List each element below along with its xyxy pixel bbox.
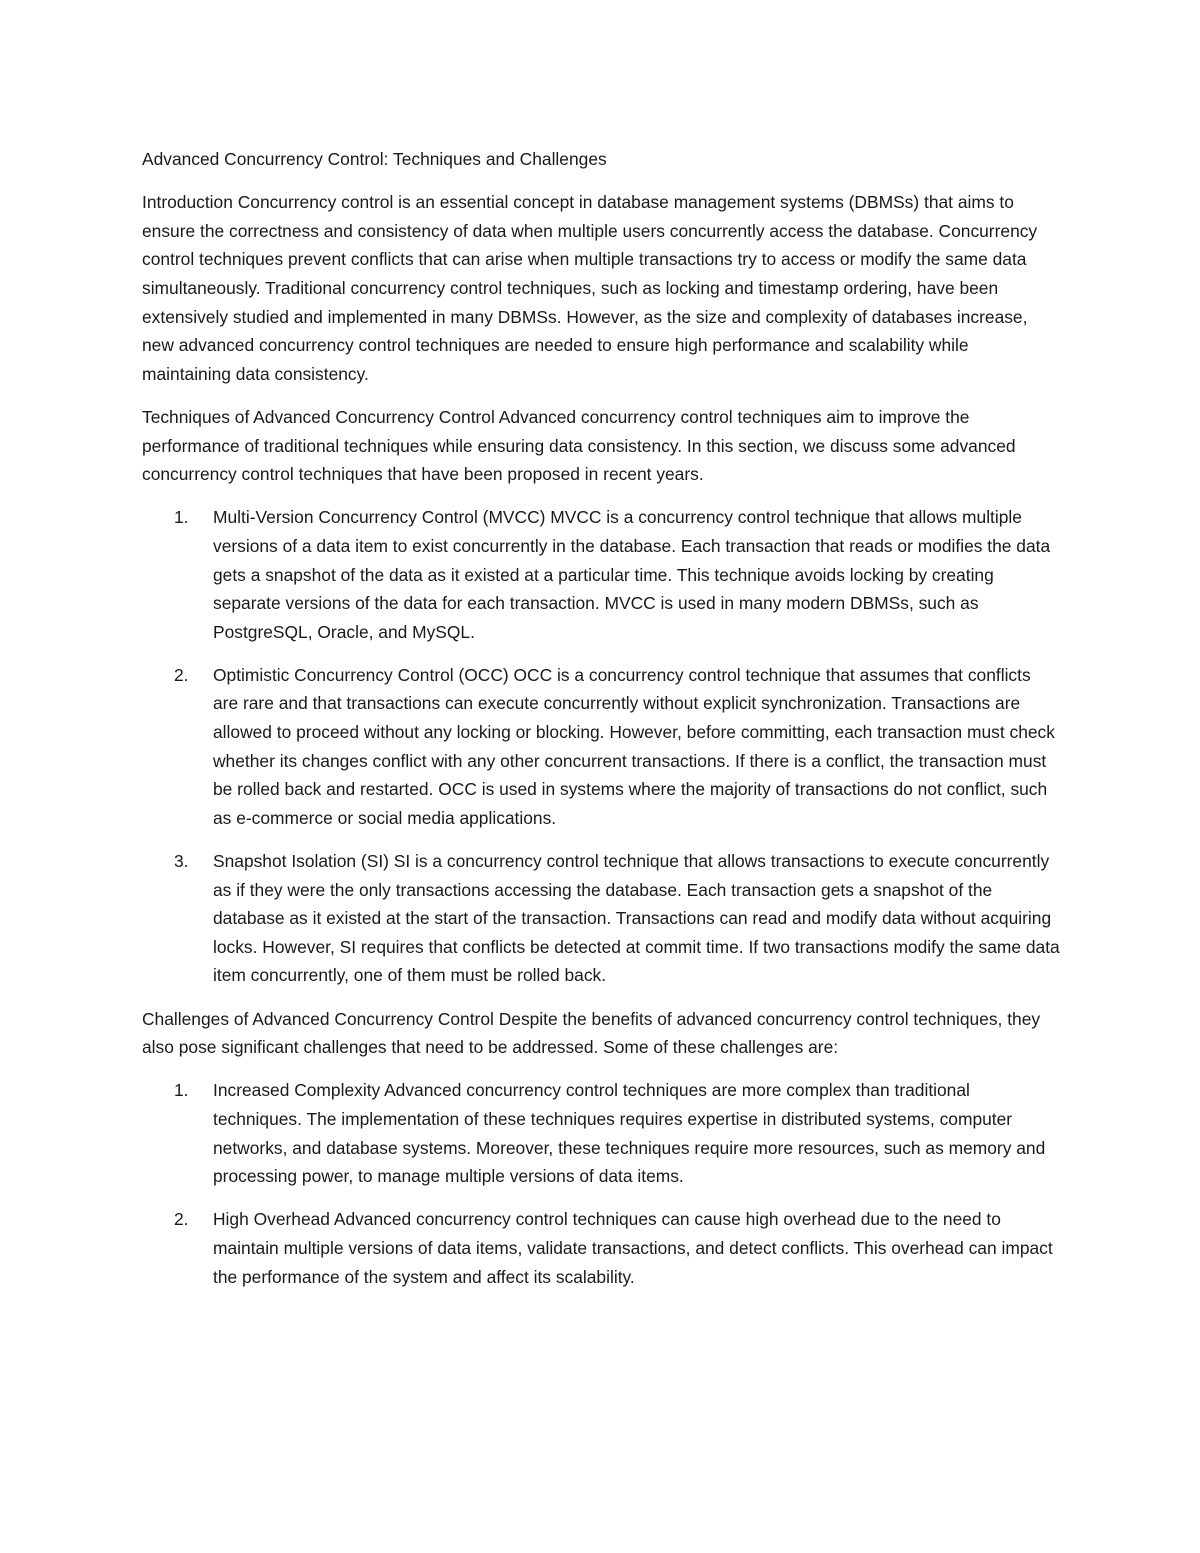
techniques-list (142, 503, 1060, 990)
list-item (142, 847, 1060, 990)
list-item (142, 661, 1060, 833)
document-title: Advanced Concurrency Control: Techniques and Challenges (142, 149, 607, 169)
list-item-number: 2. (174, 664, 189, 685)
list-item-text: High Overhead Advanced concurrency control techniques can cause high overhead due to the need to maintain multiple versions of data items, validate transactions, and detect conflicts. This overhead can impact the performance of the system and affect its scalability. (213, 1209, 1053, 1287)
list-item-number: 1. (174, 507, 189, 528)
list-item-text: Multi-Version Concurrency Control (MVCC) MVCC is a concurrency control technique that allows multiple versions of a data item to exist concurrently in the database. Each transaction that reads or modifies the data gets a snapshot of the data as it existed at a particular time. This technique avoids locking by creating separate versions of the data for each transaction. MVCC is used in many modern DBMSs, such as PostgreSQL, Oracle, and MySQL. (213, 507, 1051, 642)
list-item-number: 3. (174, 851, 189, 872)
list-item-number: 2. (174, 1209, 189, 1230)
list-item-text: Snapshot Isolation (SI) SI is a concurrency control technique that allows transactions to execute concurrently as if they were the only transactions accessing the database. Each transaction gets a snapshot of the database as it existed at the start of the transaction. Transactions can read and modify data without acquiring locks. However, SI requires that conflicts be detected at commit time. If two transactions modify the same data item concurrently, one of them must be rolled back. (213, 851, 1060, 986)
intro-paragraph: Introduction Concurrency control is an essential concept in database management systems (DBMSs) that aims to ensure the correctness and consistency of data when multiple users concurrently access the database. Concurrency control techniques prevent conflicts that can arise when multiple transactions try to access or modify the same data simultaneously. Traditional concurrency control techniques, such as locking and timestamp ordering, have been extensively studied and implemented in many DBMSs. However, as the size and complexity of databases increase, new advanced concurrency control techniques are needed to ensure high performance and scalability while maintaining data consistency. (142, 192, 1038, 384)
list-item-number: 1. (174, 1080, 189, 1101)
challenges-list (142, 1076, 1060, 1291)
list-item (142, 1076, 1060, 1190)
list-item (142, 503, 1060, 646)
list-item-text: Increased Complexity Advanced concurrency control techniques are more complex than traditional techniques. The implementation of these techniques requires expertise in distributed systems, computer networks, and database systems. Moreover, these techniques require more resources, such as memory and processing power, to manage multiple versions of data items. (213, 1080, 1046, 1187)
list-item-text: Optimistic Concurrency Control (OCC) OCC is a concurrency control technique that assumes that conflicts are rare and that transactions can execute concurrently without explicit synchronization. Transactions are allowed to proceed without any locking or blocking. However, before committing, each transaction must check whether its changes conflict with any other concurrent transactions. If there is a conflict, the transaction must be rolled back and restarted. OCC is used in systems where the majority of transactions do not conflict, such as e-commerce or social media applications. (213, 664, 1055, 828)
challenges-intro-paragraph: Challenges of Advanced Concurrency Control Despite the benefits of advanced concurrency control techniques, they also pose significant challenges that need to be addressed. Some of these challenges are: (142, 1008, 1041, 1058)
list-item (142, 1205, 1060, 1291)
techniques-intro-paragraph: Techniques of Advanced Concurrency Control Advanced concurrency control techniques aim to improve the performance of traditional techniques while ensuring data consistency. In this section, we discuss some advanced concurrency control techniques that have been proposed in recent years. (142, 406, 1016, 485)
